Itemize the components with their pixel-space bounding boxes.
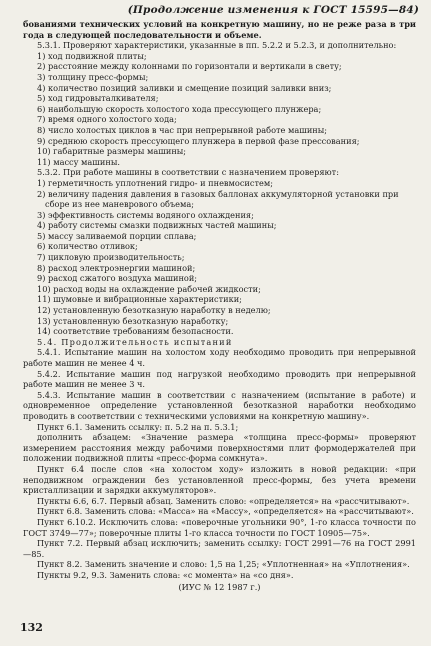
paragraph: 5.4.2. Испытание машин под нагрузкой необходимо проводить при непрерывной работе машин не менее 3 ч. bbox=[23, 368, 416, 390]
list-item: 9) среднюю скорость прессующего плунжера в первой фазе прессования; bbox=[37, 135, 360, 146]
paragraph: Пункт 6.1. Заменить ссылку: п. 5.2 на п. 5.3.1; bbox=[37, 421, 239, 432]
paragraph: 5.3.2. При работе машины в соответствии с назначением проверяют: bbox=[37, 167, 339, 178]
list-item: 2) расстояние между колоннами по горизонтали и вертикали в свету; bbox=[37, 61, 342, 72]
document-body bbox=[23, 19, 416, 593]
running-header: (Продолжение изменения к ГОСТ 15595—84) bbox=[127, 4, 419, 16]
list-item: 7) время одного холостого хода; bbox=[37, 114, 177, 125]
list-item: 9) расход сжатого воздуха машиной; bbox=[37, 273, 198, 284]
paragraph: Пункт 7.2. Первый абзац исключить; заменить ссылку: ГОСТ 2991—76 на ГОСТ 2991—85. bbox=[23, 538, 416, 559]
paragraph: дополнить абзацем: «Значение размера «толщина пресс-формы» проверяют измерением расстояния между рабочими поверхностями плит формодержателей при положении подвижной плиты «пресс-форма сомкнута». bbox=[23, 432, 416, 464]
paragraph: 5.4.1. Испытание машин на холостом ходу необходимо проводить при непрерывной работе машин не менее 4 ч. bbox=[23, 347, 416, 368]
list-item: 14) соответствие требованиям безопасности. bbox=[37, 326, 234, 337]
list-item: 5) массу заливаемой порции сплава; bbox=[37, 230, 197, 241]
paragraph: Пункт 6.4 после слов «на холостом ходу» изложить в новой редакции: «при неподвижном ограждении без установленной пресс-формы, без учета времени кристаллизации и зарядки аккумуляторов». bbox=[23, 463, 416, 496]
list-item: 10) расход воды на охлаждение рабочей жидкости; bbox=[37, 283, 261, 294]
paragraph: 5.4. Продолжительность испытаний bbox=[37, 336, 233, 347]
list-item: 3) толщину пресс-формы; bbox=[37, 71, 149, 82]
list-item: 8) расход электроэнергии машиной; bbox=[37, 262, 196, 273]
paragraph: Пункт 6.10.2. Исключить слова: «поверочные угольники 90°, 1-го класса точности по ГОСТ 3749—77»; поверочные плиты 1-го класса точности по ГОСТ 10905—75». bbox=[23, 516, 416, 538]
list-item: 1) ход подвижной плиты; bbox=[37, 50, 147, 61]
paragraph: 5.3.1. Проверяют характеристики, указанные в пп. 5.2.2 и 5.2.3, и дополнительно: bbox=[37, 40, 397, 51]
list-item: 3) эффективность системы водяного охлаждения; bbox=[37, 209, 254, 220]
list-item: 1) герметичность уплотнений гидро- и пневмосистем; bbox=[37, 177, 273, 188]
list-item: 10) габаритные размеры машины; bbox=[37, 146, 187, 157]
list-item: 11) массу машины. bbox=[37, 156, 120, 167]
list-item: 11) шумовые и вибрационные характеристики; bbox=[37, 294, 242, 305]
list-item: 5) ход гидровыталкивателя; bbox=[37, 93, 159, 104]
paragraph: 5.4.3. Испытание машин в соответствии с назначением (испытание в работе) и одновременное определение установленной безотказной наработки необходимо проводить в соответствии с техническими условиями на конкретную машину». bbox=[23, 389, 416, 421]
list-item: 4) количество позиций заливки и смещение позиций заливки вниз; bbox=[37, 82, 332, 93]
list-item: 7) цикловую производительность; bbox=[37, 252, 185, 263]
page-number: 132 bbox=[20, 621, 43, 634]
list-item: 4) работу системы смазки подвижных частей машины; bbox=[37, 220, 277, 231]
list-item: 13) установленную безотказную наработку; bbox=[37, 315, 229, 326]
list-item: 6) наибольшую скорость холостого хода прессующего плунжера; bbox=[37, 103, 322, 114]
list-item: 8) число холостых циклов в час при непрерывной работе машины; bbox=[37, 124, 328, 135]
paragraph: Пункт 6.8. Заменить слова: «Масса» на «Массу», «определяется» на «рассчитывают». bbox=[37, 506, 414, 517]
list-item: 12) установленную безотказную наработку в неделю; bbox=[37, 305, 271, 316]
paragraph: Пункты 6.6, 6.7. Первый абзац. Заменить слово: «определяется» на «рассчитывают». bbox=[37, 495, 410, 506]
list-item: 2) величину падения давления в газовых баллонах аккумуляторной установки при сборе из нее маневрового объема; bbox=[37, 188, 399, 210]
list-item: 6) количество отливок; bbox=[37, 241, 138, 252]
paragraph: Пункты 9.2, 9.3. Заменить слова: «с момента» на «со дня». bbox=[37, 569, 294, 580]
paragraph: бованиями технических условий на конкретную машину, но не реже раза в три года в следующей последовательности и объеме. bbox=[23, 19, 416, 40]
footnote-reference: (ИУС № 12 1987 г.) bbox=[178, 582, 261, 593]
paragraph: Пункт 8.2. Заменить значение и слово: 1,5 на 1,25; «Уплотненная» на «Уплотнения». bbox=[37, 559, 410, 570]
